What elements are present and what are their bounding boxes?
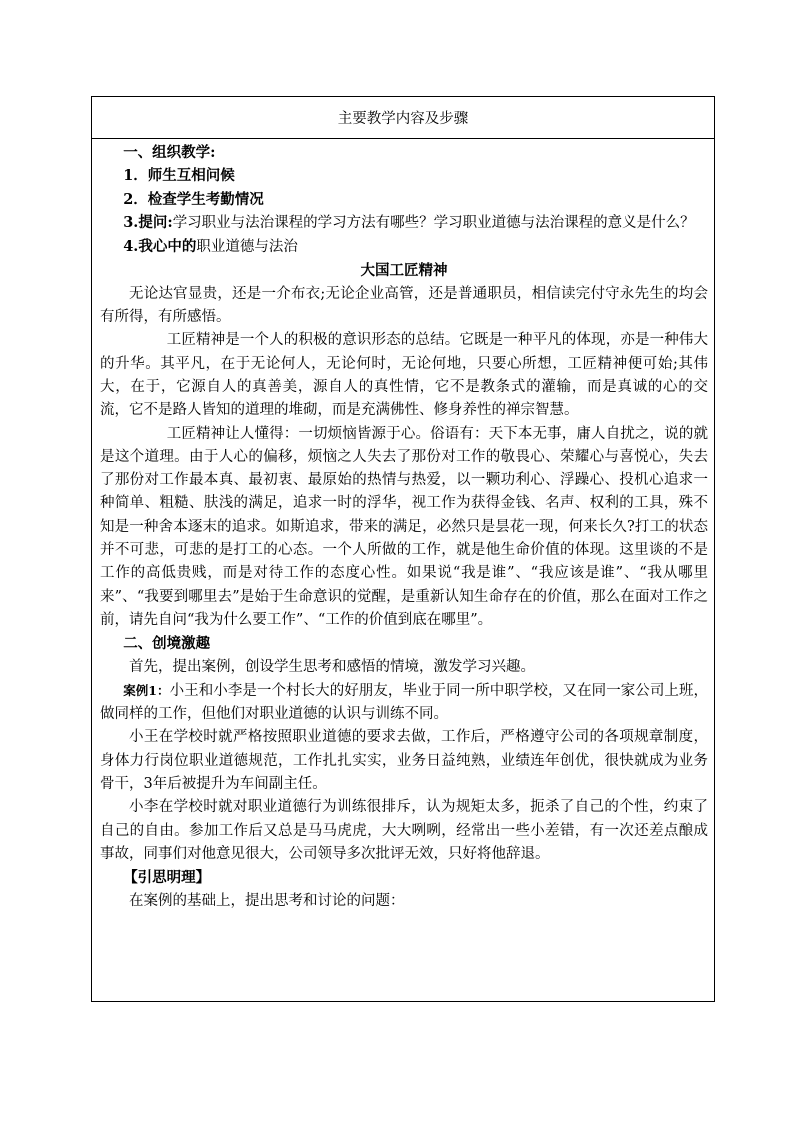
section-heading-reasoning: 【引思明理】	[123, 869, 211, 887]
paragraph-1: 无论达官显贵，还是一介布衣;无论企业高管，还是普通职员，相信读完付守永先生的均会有所得，有所感悟。	[100, 285, 708, 326]
section-heading-organize: 一、组织教学:	[123, 144, 216, 161]
paragraph-3: 工匠精神让人懂得：一切烦恼皆源于心。俗语有：天下本无事，庸人自扰之，说的就是这个道理。由于人心的偏移，烦恼之人失去了那份对工作的敬畏心、荣耀心与喜悦心，失去了那份对工作最本真、最初衷、最原始的热情与热爱，以一颗功利心、浮躁心、投机心追求一种简单、粗糙、肤浅的满足，追求一时的浮华，视工作为获得金钱、名声、权利的工具，殊不知是一种舍本逐末的追求。如斯追求，带来的满足，必然只是昙花一现，何来长久?打工的状态并不可悲，可悲的是打工的心态。一个人所做的工作，就是他生命价值的体现。这里谈的不是工作的高低贵贱，而是对待工作的态度心性。如果说“我是谁”、“我应该是谁”、“我从哪里来”、“我要到哪里去”是始于生命意识的觉醒，是重新认知生命存在的价值，那么在面对工作之前，请先自问“我为什么要工作”、“工作的价值到底在哪里”。	[100, 425, 708, 628]
lesson-table	[91, 96, 715, 1002]
paragraph-2: 工匠精神是一个人的积极的意识形态的总结。它既是一种平凡的体现，亦是一种伟大的升华。其平凡，在于无论何人，无论何时，无论何地，只要心所想，工匠精神便可始;其伟大，在于，它源自人的真善美，源自人的真性情，它不是教条式的灌输，而是真诚的心的交流，它不是路人皆知的道理的堆砌，而是充满佛性、修身养性的禅宗智慧。	[100, 332, 708, 419]
step-question-text: 学习职业与法治课程的学习方法有哪些？学习职业道德与法治课程的意义是什么？	[172, 214, 695, 231]
paragraph-5: 小王在学校时就严格按照职业道德的要求去做，工作后，严格遵守公司的各项规章制度，身体力行岗位职业道德规范，工作扎扎实实，业务日益纯熟，业绩连年创优，很快就成为业务骨干，3年后被提升为车间副主任。	[100, 729, 708, 793]
step-greeting: 1．师生互相问候	[123, 167, 235, 185]
case-label: 案例1：	[123, 682, 170, 698]
case-paragraph	[100, 679, 708, 727]
section-heading-situation: 二、创境激趣	[123, 635, 211, 653]
paragraph-6: 小李在学校时就对职业道德行为训练很排斥，认为规矩太多，扼杀了自己的个性，约束了自己的自由。参加工作后又总是马马虎虎，大大咧咧，经常出一些小差错，有一次还差点酿成事故，同事们对他意见很大，公司领导多次批评无效，只好将他辞退。	[100, 799, 708, 862]
paragraph-4: 首先，提出案例，创设学生思考和感悟的情境，激发学习兴趣。	[129, 658, 535, 675]
step-topic-text: 职业道德与法治	[196, 239, 298, 256]
step-topic	[100, 235, 708, 259]
step-question	[100, 211, 708, 235]
step-attendance: 2．检查学生考勤情况	[123, 190, 264, 208]
table-header-cell	[92, 97, 714, 139]
content-cell	[92, 139, 714, 913]
subtitle: 大国工匠精神	[360, 262, 448, 280]
paragraph-7: 在案例的基础上，提出思考和讨论的问题：	[129, 892, 405, 909]
step-question-label: 3.提问:	[123, 213, 173, 231]
table-title: 主要教学内容及步骤	[337, 111, 469, 127]
case-text: 小王和小李是一个村长大的好朋友，毕业于同一所中职学校，又在同一家公司上班，做同样的工作，但他们对职业道德的认识与训练不同。	[100, 682, 709, 723]
step-topic-label: 4.我心中的	[123, 238, 197, 256]
